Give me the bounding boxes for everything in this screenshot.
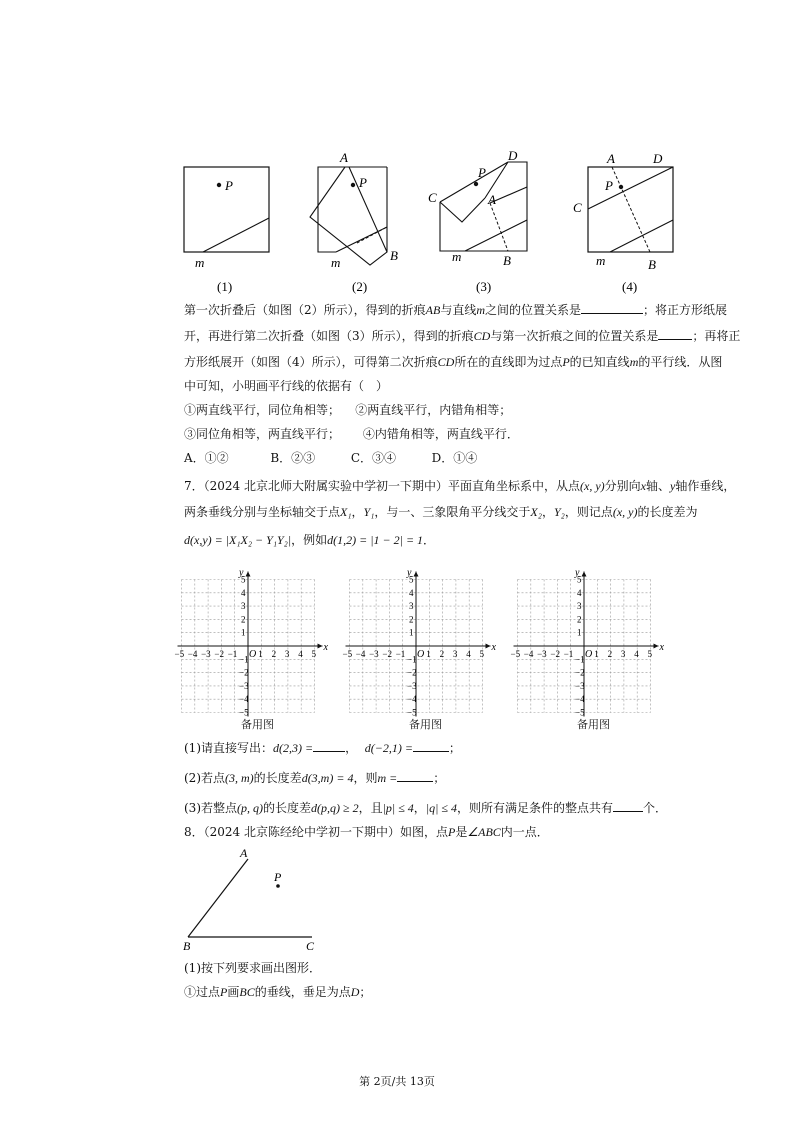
y-tick-label: −5 (239, 707, 249, 718)
svg-text:B: B (648, 257, 656, 272)
choice-a[interactable]: A．①② (184, 451, 229, 465)
x-tick-label: 2 (439, 649, 445, 659)
answer-blank[interactable] (658, 328, 692, 340)
point-p-dot (217, 183, 221, 187)
y-tick-label: 5 (577, 574, 582, 585)
q7-sub-3: (3)若整点(p, q)的长度差d(p,q) ≥ 2，且|p| ≤ 4，|q| ≤ 4，则所有满足条件的整点共有 个． (184, 801, 668, 815)
x-tick-label: 3 (284, 649, 290, 659)
choice-d[interactable]: D．①④ (431, 451, 478, 465)
ray-ba (188, 859, 248, 937)
y-tick-label: 5 (241, 574, 246, 585)
x-tick-label: −3 (369, 649, 379, 659)
x-tick-label: 1 (426, 649, 431, 659)
grid-caption-2: 备用图 (409, 718, 442, 731)
x-axis-label: x (323, 642, 328, 653)
q7-line-1: 7．（2024 北京北师大附属实验中学初一下期中）平面直角坐标系中，从点(x, y)分别向x轴、y轴作垂线， (184, 479, 736, 493)
svg-text:m: m (452, 249, 462, 264)
y-tick-label: −1 (239, 654, 249, 665)
y-tick-label: −1 (575, 654, 585, 665)
q6-para-2: 开，再进行第二次折叠（如图（3）所示），得到的折痕CD与第一次折痕之间的位置关系是 ；再将正 (184, 329, 741, 343)
svg-text:P: P (605, 178, 613, 193)
x-tick-label: 3 (620, 649, 626, 659)
choice-c[interactable]: C．③④ (350, 451, 396, 465)
q8-sub-1: (1)按下列要求画出图形． (184, 961, 321, 975)
x-tick-label: −2 (382, 649, 392, 659)
x-tick-label: 1 (594, 649, 599, 659)
y-tick-label: 5 (409, 574, 414, 585)
svg-text:A: A (240, 846, 248, 860)
angle-abc-figure (180, 843, 330, 953)
y-axis-arrow (414, 572, 419, 577)
answer-blank[interactable] (581, 302, 643, 314)
y-axis-label: y (239, 567, 244, 579)
answer-blank[interactable] (397, 770, 433, 782)
y-tick-label: 2 (577, 614, 582, 625)
svg-text:B: B (503, 253, 511, 268)
x-tick-label: 5 (311, 649, 316, 659)
y-tick-label: −1 (407, 654, 417, 665)
point-p-dot (276, 884, 280, 888)
coordinate-grid-2 (342, 566, 510, 718)
q6-para-1: 第一次折叠后（如图（2）所示），得到的折痕AB与直线m之间的位置关系是 ；将正方形纸展 (184, 303, 728, 317)
svg-text:A: A (488, 192, 496, 207)
y-tick-label: 3 (577, 601, 582, 612)
grid-caption-3: 备用图 (577, 718, 610, 731)
q6-para-4: 中可知，小明画平行线的依据有（ ） (184, 379, 389, 393)
y-tick-label: −4 (575, 694, 585, 705)
folding-figures (170, 145, 690, 300)
x-axis-arrow (486, 644, 491, 649)
x-axis-label: x (659, 642, 664, 653)
label-p: P (225, 178, 233, 193)
svg-text:B: B (183, 939, 191, 953)
q6-options-1: ①两直线平行，同位角相等； ②两直线平行，内错角相等； (184, 403, 512, 417)
fig-caption-3: (3) (476, 279, 492, 294)
y-tick-label: 1 (577, 627, 582, 638)
coordinate-grid-3 (510, 566, 678, 718)
q7-line-2: 两条垂线分别与坐标轴交于点X₁，Y₁，与一、三象限角平分线交于X₂，Y₂，则记点(x, y)的长度差为 (184, 505, 698, 519)
svg-text:P: P (359, 175, 367, 190)
y-tick-label: −5 (575, 707, 585, 718)
svg-text:C: C (573, 200, 582, 215)
svg-text:D: D (508, 148, 518, 163)
q6-choices (184, 450, 477, 466)
x-tick-label: −1 (563, 649, 574, 659)
x-tick-label: −3 (537, 649, 547, 659)
y-tick-label: 2 (409, 614, 414, 625)
y-tick-label: 1 (409, 627, 414, 638)
fold-figure-4 (573, 151, 673, 272)
y-tick-label: 3 (409, 601, 414, 612)
x-tick-label: 2 (271, 649, 277, 659)
x-tick-label: 5 (479, 649, 484, 659)
x-tick-label: 2 (607, 649, 613, 659)
x-tick-label: −4 (355, 649, 366, 659)
x-tick-label: 3 (452, 649, 458, 659)
fold-figure-3 (428, 148, 527, 268)
x-tick-label: −4 (187, 649, 198, 659)
coordinate-grid-1 (174, 566, 342, 718)
y-tick-label: 4 (577, 587, 582, 598)
grid-svg (174, 566, 342, 718)
choice-b[interactable]: B．②③ (270, 451, 316, 465)
x-tick-label: −5 (510, 649, 521, 659)
fold-figure-1 (184, 167, 269, 270)
x-axis-label: x (491, 642, 496, 653)
svg-text:m: m (331, 255, 341, 270)
answer-blank[interactable] (613, 800, 643, 812)
y-tick-label: −2 (407, 667, 417, 678)
y-tick-label: −4 (407, 694, 417, 705)
y-tick-label: −4 (239, 694, 249, 705)
x-tick-label: 4 (634, 649, 639, 659)
y-tick-label: 4 (409, 587, 414, 598)
grid-caption-1: 备用图 (241, 718, 274, 731)
svg-text:A: A (607, 151, 615, 166)
y-tick-label: −3 (407, 680, 417, 691)
y-axis-label: y (575, 567, 580, 579)
x-tick-label: −4 (523, 649, 534, 659)
x-axis-arrow (654, 644, 659, 649)
y-axis-arrow (582, 572, 587, 577)
y-axis-arrow (246, 572, 251, 577)
y-axis-label: y (407, 567, 412, 579)
y-tick-label: −2 (239, 667, 249, 678)
svg-text:D: D (653, 151, 663, 166)
fig-caption-4: (4) (622, 279, 638, 294)
q8-line-1: 8．（2024 北京陈经纶中学初一下期中）如图，点P是∠ABC内一点． (184, 825, 549, 839)
x-axis-arrow (318, 644, 323, 649)
fig-caption-2: (2) (352, 279, 368, 294)
q6-options-2: ③同位角相等，两直线平行； ④内错角相等，两直线平行． (184, 427, 519, 441)
origin-label: O (417, 649, 425, 660)
svg-text:C: C (306, 939, 315, 953)
y-tick-label: 4 (241, 587, 246, 598)
x-tick-label: −1 (395, 649, 406, 659)
origin-label: O (585, 649, 593, 660)
y-tick-label: 2 (241, 614, 246, 625)
x-tick-label: −3 (201, 649, 211, 659)
answer-blank[interactable] (313, 740, 345, 752)
q7-sub-2: (2)若点(3, m)的长度差d(3,m) = 4，则m = ； (184, 771, 446, 785)
fig-caption-1: (1) (217, 279, 233, 294)
y-tick-label: −3 (575, 680, 585, 691)
y-tick-label: 1 (241, 627, 246, 638)
svg-text:P: P (478, 165, 486, 180)
q6-para-3: 方形纸展开（如图（4）所示），可得第二次折痕CD所在的直线即为过点P的已知直线m的平行线．从图 (184, 355, 723, 369)
svg-text:P: P (274, 870, 282, 884)
svg-text:B: B (390, 248, 398, 263)
x-tick-label: −1 (227, 649, 238, 659)
grid-svg (510, 566, 678, 718)
y-tick-label: −3 (239, 680, 249, 691)
x-tick-label: 5 (647, 649, 652, 659)
grid-svg (342, 566, 510, 718)
q8-sub-1-item: ①过点P画BC的垂线，垂足为点D； (184, 985, 372, 999)
fold-figure-2 (310, 150, 398, 270)
svg-text:m: m (596, 253, 606, 268)
y-tick-label: −2 (575, 667, 585, 678)
x-tick-label: 4 (298, 649, 303, 659)
svg-text:C: C (428, 190, 437, 205)
q7-sub-1: (1)请直接写出：d(2,3) = ， d(−2,1) = ； (184, 741, 461, 755)
q7-line-3: d(x,y) = |X₁X₂ − Y₁Y₂|，例如d(1,2) = |1 − 2| = 1． (184, 533, 436, 547)
origin-label: O (249, 649, 257, 660)
x-tick-label: 1 (258, 649, 263, 659)
svg-text:A: A (340, 150, 348, 165)
x-tick-label: −2 (214, 649, 224, 659)
y-tick-label: 3 (241, 601, 246, 612)
x-tick-label: −5 (342, 649, 353, 659)
x-tick-label: −2 (550, 649, 560, 659)
x-tick-label: 4 (466, 649, 471, 659)
x-tick-label: −5 (174, 649, 185, 659)
label-m: m (195, 255, 205, 270)
page-footer: 第 2页/共 13页 (359, 1075, 435, 1088)
y-tick-label: −5 (407, 707, 417, 718)
answer-blank[interactable] (413, 740, 449, 752)
